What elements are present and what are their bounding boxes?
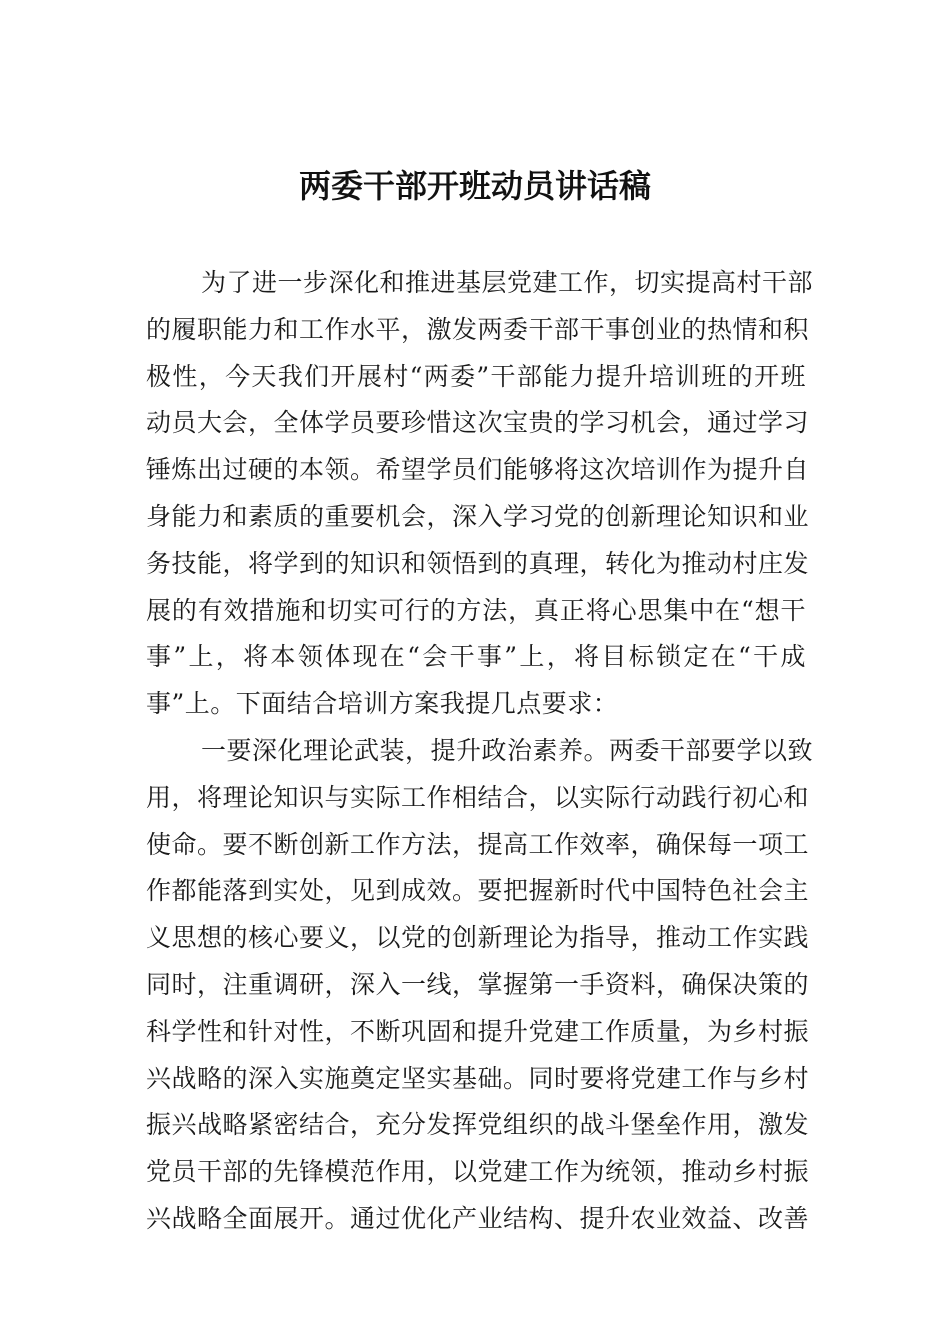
paragraph-line: 务技能，将学到的知识和领悟到的真理，转化为推动村庄发 xyxy=(146,548,810,578)
document-body xyxy=(146,260,814,1243)
paragraph-line: 使命。要不断创新工作方法，提高工作效率，确保每一项工 xyxy=(146,829,810,859)
paragraph-line: 锤炼出过硬的本领。希望学员们能够将这次培训作为提升自 xyxy=(146,455,810,485)
paragraph-line: 兴战略全面展开。通过优化产业结构、提升农业效益、改善 xyxy=(146,1203,810,1233)
paragraph-line: 党员干部的先锋模范作用，以党建工作为统领，推动乡村振 xyxy=(146,1157,810,1187)
paragraph-line: 为了进一步深化和推进基层党建工作，切实提高村干部 xyxy=(201,268,814,297)
paragraph-line: 兴战略的深入实施奠定坚实基础。同时要将党建工作与乡村 xyxy=(146,1063,810,1093)
paragraph-line: 科学性和针对性，不断巩固和提升党建工作质量，为乡村振 xyxy=(146,1016,810,1046)
paragraph-line: 一要深化理论武装，提升政治素养。两委干部要学以致 xyxy=(201,735,814,765)
paragraph-line: 义思想的核心要义，以党的创新理论为指导，推动工作实践 xyxy=(146,923,810,953)
paragraph-line: 动员大会，全体学员要珍惜这次宝贵的学习机会，通过学习 xyxy=(146,408,810,438)
paragraph-line: 事”上，将本领体现在“会干事”上，将目标锁定在“干成 xyxy=(146,642,806,672)
paragraph-line: 用，将理论知识与实际工作相结合，以实际行动践行初心和 xyxy=(146,782,810,812)
paragraph-line: 作都能落到实处，见到成效。要把握新时代中国特色社会主 xyxy=(146,876,810,906)
paragraph-line: 事”上。下面结合培训方案我提几点要求： xyxy=(146,689,619,719)
paragraph-line: 同时，注重调研，深入一线，掌握第一手资料，确保决策的 xyxy=(146,969,810,999)
document-title: 两委干部开班动员讲话稿 xyxy=(298,167,651,205)
paragraph-line: 展的有效措施和切实可行的方法，真正将心思集中在“想干 xyxy=(146,595,806,625)
paragraph-line: 极性，今天我们开展村“两委”干部能力提升培训班的开班 xyxy=(146,361,806,391)
paragraph-line: 的履职能力和工作水平，激发两委干部干事创业的热情和积 xyxy=(146,314,810,344)
paragraph-line: 身能力和素质的重要机会，深入学习党的创新理论知识和业 xyxy=(146,501,810,531)
paragraph-line: 振兴战略紧密结合，充分发挥党组织的战斗堡垒作用，激发 xyxy=(146,1110,810,1140)
